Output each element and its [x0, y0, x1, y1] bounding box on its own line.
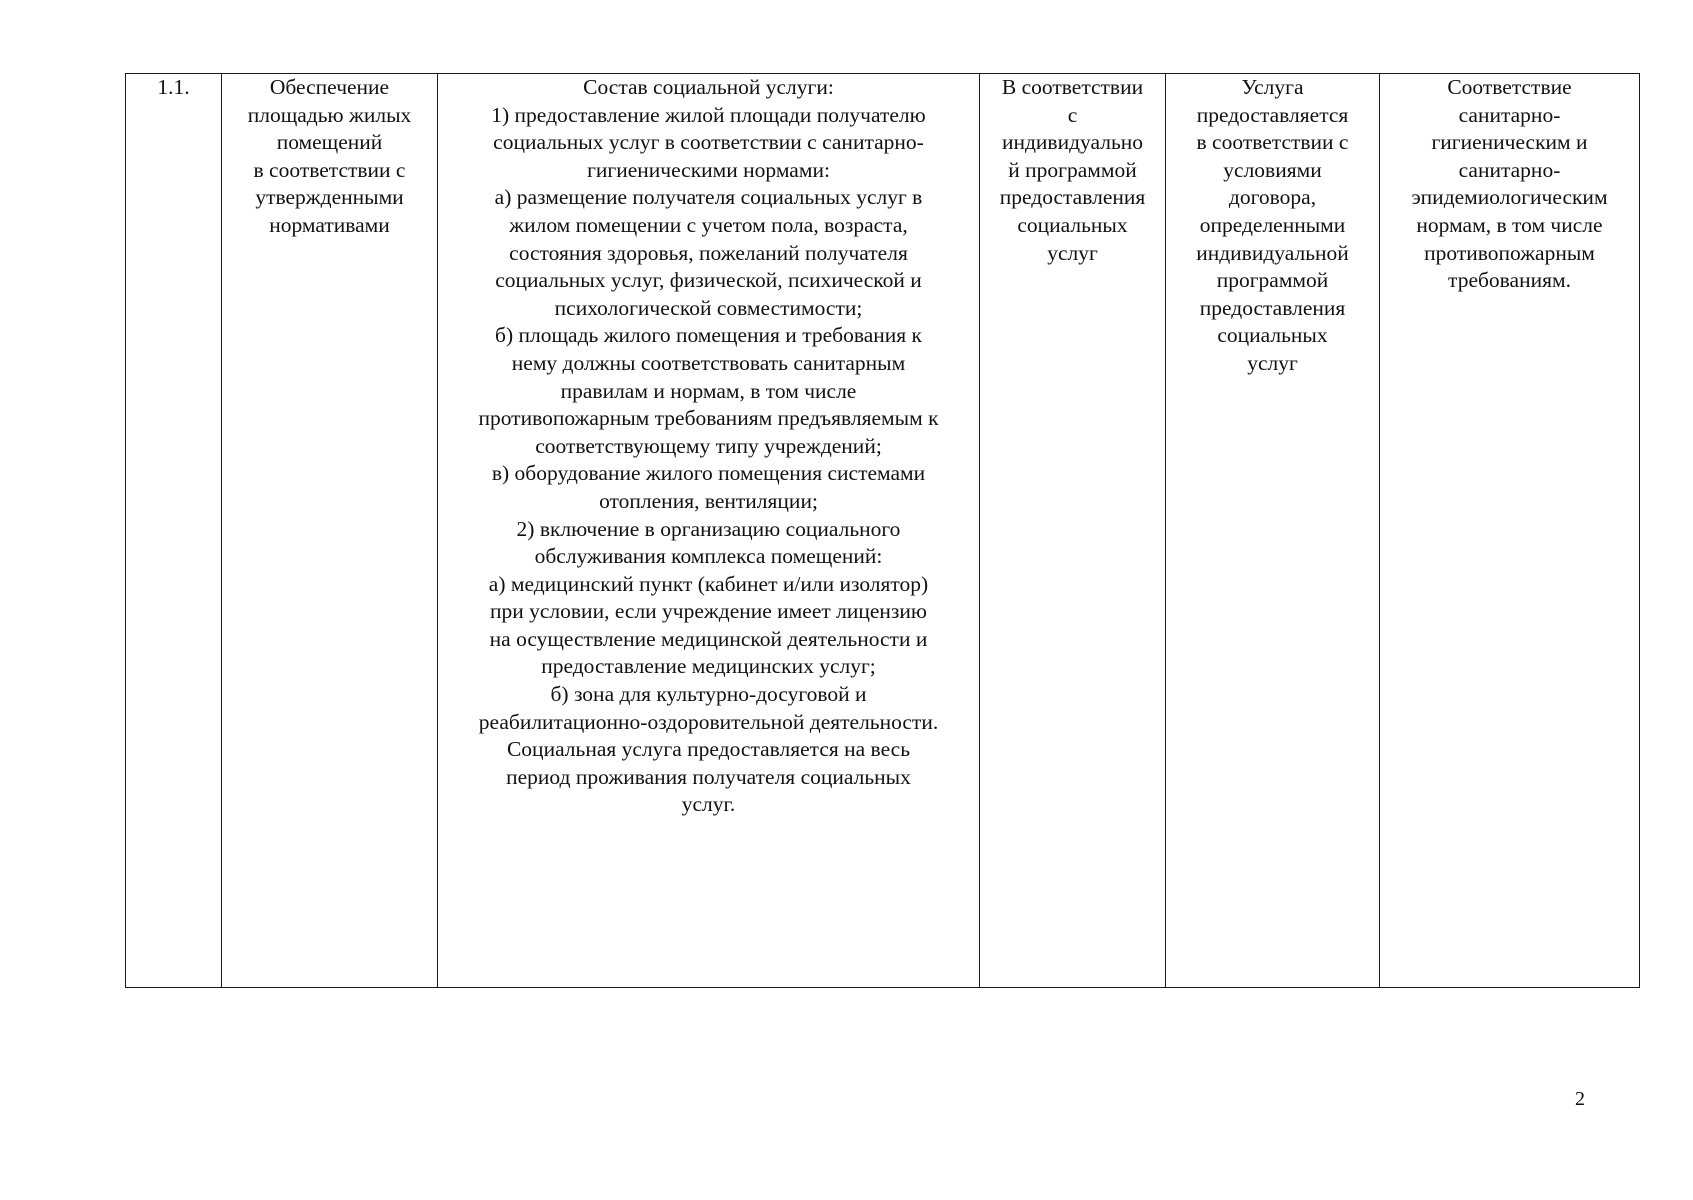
composition-line: б) площадь жилого помещения и требования к	[495, 323, 922, 348]
volume-line: с	[1067, 102, 1078, 127]
quality-line: Соответствие	[1447, 75, 1572, 99]
term-line: условиями	[1223, 157, 1322, 182]
composition-line: а) размещение получателя социальных услуг в	[494, 185, 923, 210]
composition-line: социальных услуг в соответствии с санитарно-	[493, 130, 924, 155]
quality-line: требованиям.	[1448, 268, 1571, 293]
volume-line: В соответствии	[1001, 75, 1144, 99]
term-line: предоставляется	[1196, 102, 1349, 127]
term-line: индивидуальной	[1196, 240, 1349, 265]
quality-line: эпидемиологическим	[1411, 185, 1608, 210]
composition-line: психологической совместимости;	[554, 295, 863, 320]
service-name-line: Обеспечение	[269, 75, 390, 99]
service-term-cell	[1166, 74, 1380, 988]
volume-line: й программой	[1008, 157, 1137, 182]
quality-line: противопожарным	[1424, 240, 1595, 265]
service-standard-table	[125, 73, 1640, 988]
composition-line: реабилитационно-оздоровительной деятельности.	[478, 709, 939, 734]
volume-line: индивидуально	[1001, 130, 1144, 155]
term-line: в соответствии с	[1196, 130, 1349, 155]
service-name-line: утвержденными	[255, 185, 404, 210]
composition-line: соответствующему типу учреждений;	[535, 433, 882, 458]
composition-line: предоставление медицинских услуг;	[541, 654, 876, 679]
service-name-line: помещений	[276, 130, 383, 155]
quality-line: санитарно-	[1458, 157, 1561, 182]
row-number: 1.1.	[157, 75, 190, 99]
composition-line: Состав социальной услуги:	[583, 75, 834, 99]
term-line: социальных	[1217, 323, 1328, 348]
volume-line: предоставления	[999, 185, 1146, 210]
service-name-line: площадью жилых	[247, 102, 412, 127]
service-name-cell	[222, 74, 438, 988]
composition-line: услуг.	[681, 792, 736, 817]
service-composition-cell	[438, 74, 980, 988]
service-quality-cell	[1380, 74, 1640, 988]
composition-line: нему должны соответствовать санитарным	[511, 350, 906, 375]
volume-line: социальных	[1017, 212, 1128, 237]
composition-line: противопожарным требованиям предъявляемым к	[478, 406, 939, 431]
composition-line: Социальная услуга предоставляется на весь	[506, 737, 911, 762]
composition-line: на осуществление медицинской деятельности и	[489, 626, 928, 651]
page-number: 2	[1575, 1088, 1585, 1110]
term-line: определенными	[1199, 212, 1346, 237]
composition-line: 2) включение в организацию социального	[516, 516, 901, 541]
service-name-line: в соответствии с	[253, 157, 406, 182]
volume-line: услуг	[1047, 240, 1098, 265]
composition-line: при условии, если учреждение имеет лицензию	[490, 599, 927, 624]
term-line: Услуга	[1241, 75, 1304, 99]
composition-line: 1) предоставление жилой площади получателю	[491, 102, 926, 127]
quality-line: гигиеническим и	[1431, 130, 1588, 155]
composition-line: в) оборудование жилого помещения системами	[491, 461, 926, 486]
row-number-cell	[126, 74, 222, 988]
term-line: услуг	[1247, 350, 1298, 375]
term-line: предоставления	[1199, 295, 1346, 320]
composition-line: социальных услуг, физической, психической и	[495, 268, 922, 293]
composition-line: обслуживания комплекса помещений:	[534, 544, 883, 569]
quality-line: нормам, в том числе	[1416, 212, 1603, 237]
table-row	[126, 74, 1640, 988]
composition-line: а) медицинский пункт (кабинет и/или изолятор)	[488, 571, 929, 596]
service-volume-cell	[980, 74, 1166, 988]
composition-line: отопления, вентиляции;	[599, 488, 818, 513]
quality-line: санитарно-	[1458, 102, 1561, 127]
composition-line: период проживания получателя социальных	[506, 764, 911, 789]
composition-line: жилом помещении с учетом пола, возраста,	[509, 212, 908, 237]
service-name-line: нормативами	[269, 212, 390, 237]
term-line: договора,	[1228, 185, 1317, 210]
composition-line: б) зона для культурно-досуговой и	[550, 682, 867, 707]
term-line: программой	[1216, 268, 1329, 293]
composition-line: гигиеническими нормами:	[587, 157, 830, 182]
composition-line: правилам и нормам, в том числе	[560, 378, 857, 403]
composition-line: состояния здоровья, пожеланий получателя	[509, 240, 908, 265]
